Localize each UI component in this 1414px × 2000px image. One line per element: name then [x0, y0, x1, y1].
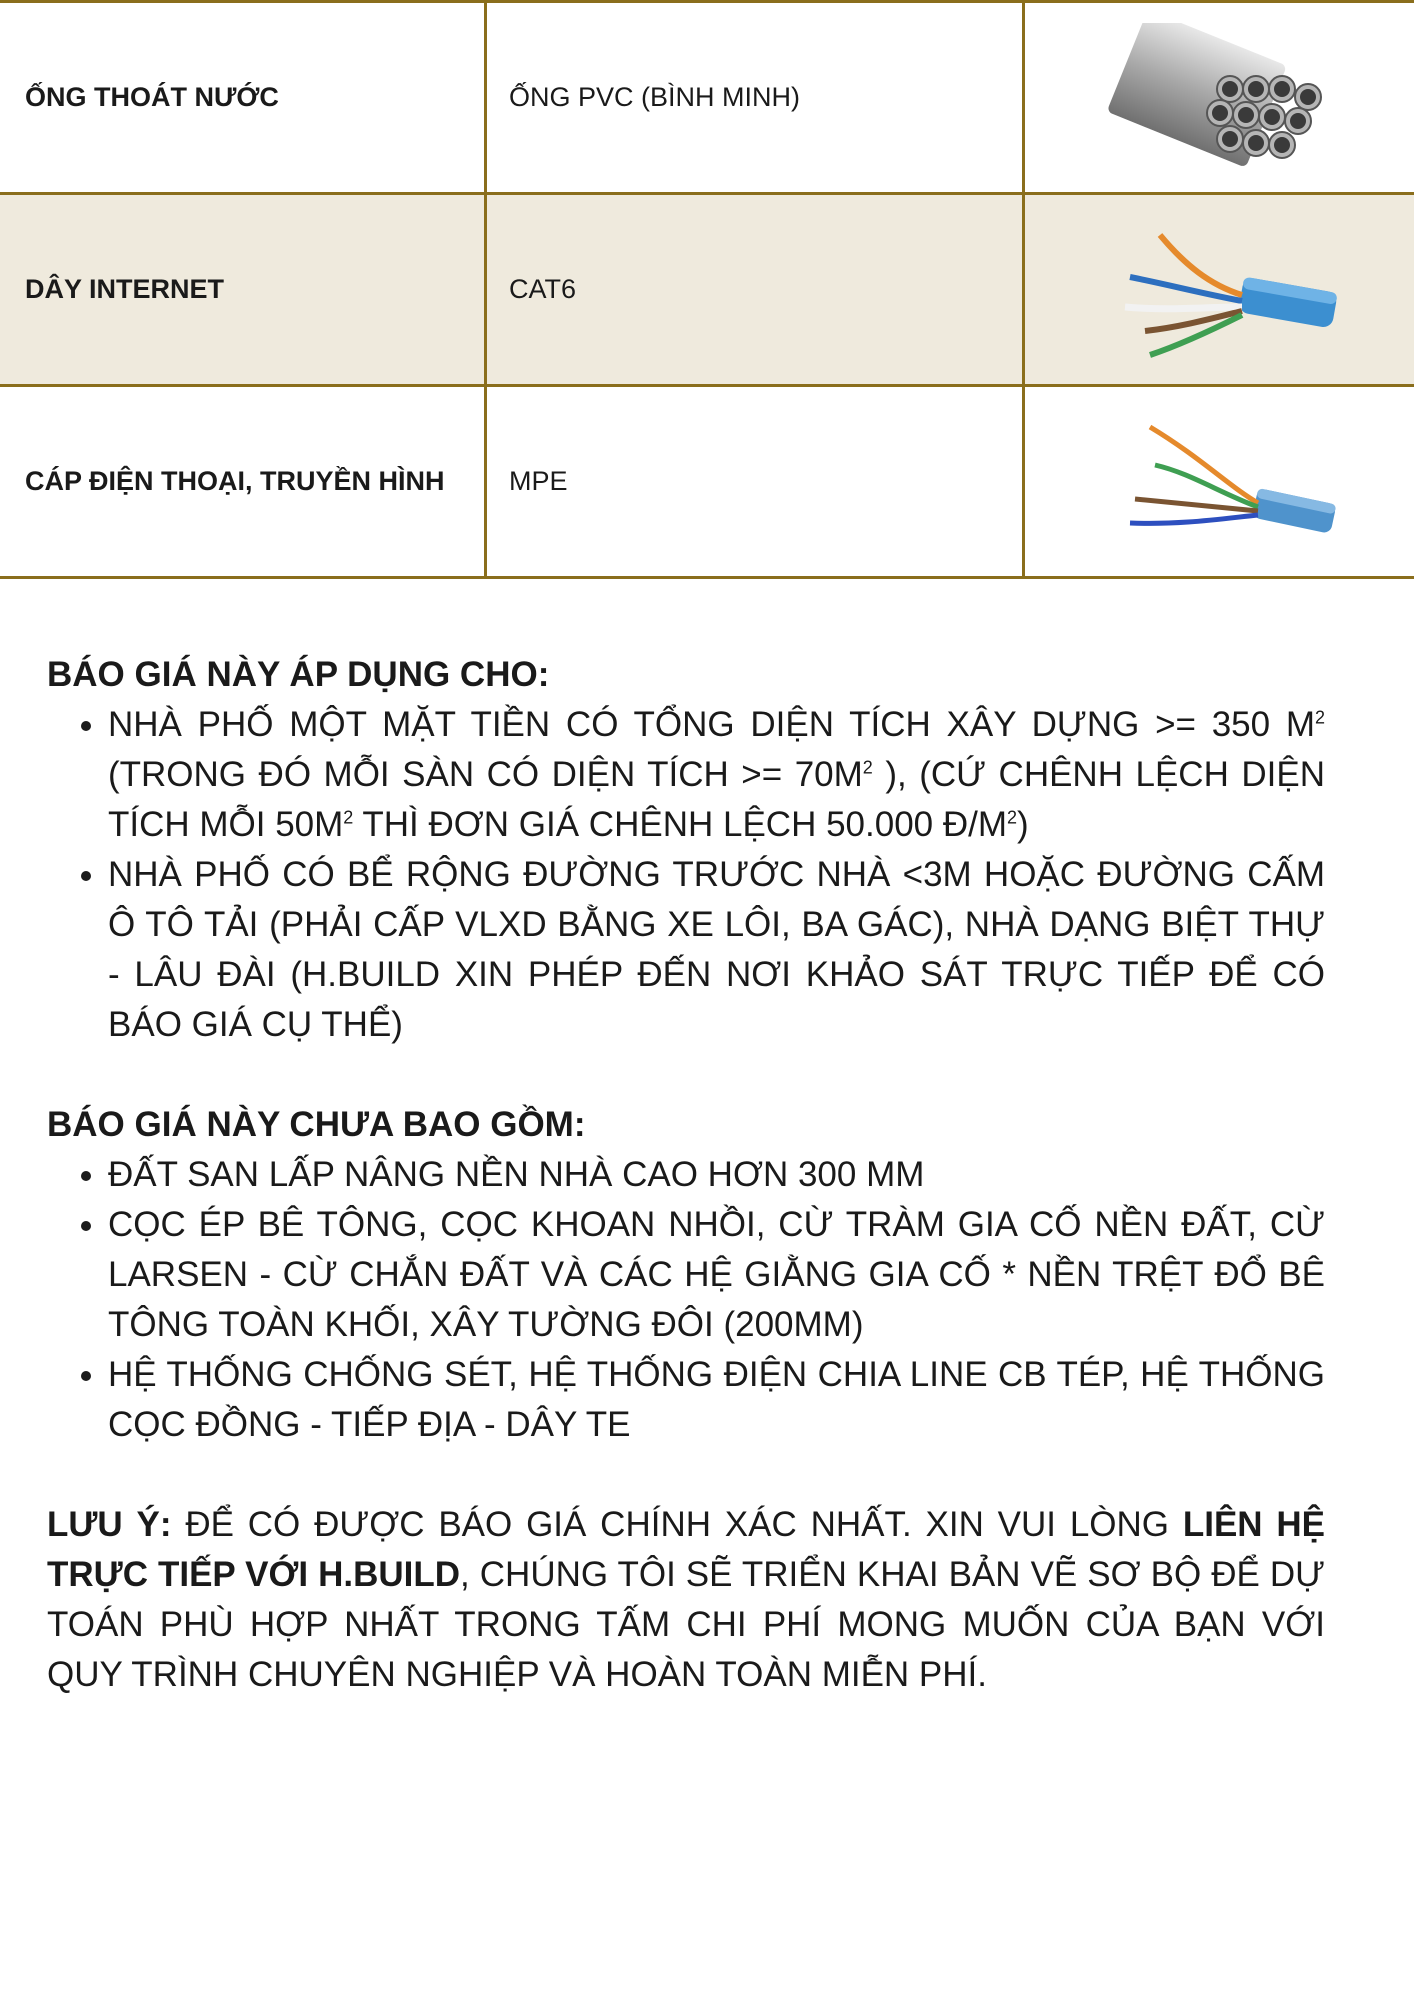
material-spec: CAT6 [486, 194, 1024, 386]
pipe-bundle-icon [1100, 23, 1340, 173]
list-item: • CỌC ÉP BÊ TÔNG, CỌC KHOAN NHỒI, CỪ TRÀM GIA CỐ NỀN ĐẤT, CỪ LARSEN - CỪ CHẮN ĐẤT VÀ CÁC HỆ GIẰNG GIA CỐ * NỀN TRỆT ĐỔ BÊ TÔNG TOÀN KHỐI, XÂY TƯỜNG ĐÔI (200MM) [108, 1200, 1325, 1350]
superscript: 2 [343, 807, 354, 828]
item-text: ), (CỨ CHÊNH LỆCH DIỆN TÍCH MỖI 50M [108, 755, 1325, 844]
material-spec: ỐNG PVC (BÌNH MINH) [486, 2, 1024, 194]
list-item: • HỆ THỐNG CHỐNG SÉT, HỆ THỐNG ĐIỆN CHIA LINE CB TÉP, HỆ THỐNG CỌC ĐỒNG - TIẾP ĐỊA - DÂY TE [108, 1350, 1325, 1450]
material-name: ỐNG THOÁT NƯỚC [0, 2, 486, 194]
note-paragraph [47, 1500, 1325, 1700]
material-image-cell [1024, 386, 1414, 578]
list-item: • NHÀ PHỐ CÓ BỂ RỘNG ĐƯỜNG TRƯỚC NHÀ <3M HOẶC ĐƯỜNG CẤM Ô TÔ TẢI (PHẢI CẤP VLXD BẰNG XE LÔI, BA GÁC), NHÀ DẠNG BIỆT THỰ - LÂU ĐÀI (H.BUILD XIN PHÉP ĐẾN NƠI KHẢO SÁT TRỰC TIẾP ĐỂ CÓ BÁO GIÁ CỤ THỂ) [108, 850, 1325, 1050]
table-row [0, 194, 1414, 386]
superscript: 2 [1007, 807, 1018, 828]
material-name: DÂY INTERNET [0, 194, 486, 386]
item-text: ) [1017, 805, 1029, 844]
list-item [108, 700, 1325, 850]
excludes-title: BÁO GIÁ NÀY CHƯA BAO GỒM: [47, 1105, 586, 1144]
applies-title: BÁO GIÁ NÀY ÁP DỤNG CHO: [47, 655, 550, 694]
quote-notes [47, 650, 1325, 1700]
note-contact: LIÊN HỆ TRỰC TIẾP VỚI H.BUILD [47, 1505, 1326, 1594]
applies-list [47, 700, 1325, 1050]
list-item: • ĐẤT SAN LẤP NÂNG NỀN NHÀ CAO HƠN 300 MM [108, 1150, 1325, 1200]
table-row [0, 2, 1414, 194]
item-text: (TRONG ĐÓ MỖI SÀN CÓ DIỆN TÍCH >= 70M [108, 755, 863, 794]
superscript: 2 [862, 757, 873, 778]
item-text: THÌ ĐƠN GIÁ CHÊNH LỆCH 50.000 Đ/M [353, 805, 1007, 844]
material-image-cell [1024, 2, 1414, 194]
materials-table [0, 0, 1414, 579]
material-name: CÁP ĐIỆN THOẠI, TRUYỀN HÌNH [0, 386, 486, 578]
superscript: 2 [1314, 707, 1325, 728]
table-row [0, 386, 1414, 578]
excludes-list [47, 1150, 1325, 1450]
note-label: LƯU Ý: [47, 1505, 172, 1544]
item-text: NHÀ PHỐ MỘT MẶT TIỀN CÓ TỔNG DIỆN TÍCH XÂY DỰNG >= 350 M [108, 705, 1315, 744]
material-spec: MPE [486, 386, 1024, 578]
note-text: , CHÚNG TÔI SẼ TRIỂN KHAI BẢN VẼ SƠ BỘ ĐỂ DỰ TOÁN PHÙ HỢP NHẤT TRONG TẤM CHI PHÍ MONG MUỐN CỦA BẠN VỚI QUY TRÌNH CHUYÊN NGHIỆP VÀ HOÀN TOÀN MIỄN PHÍ. [47, 1555, 1326, 1694]
note-text: ĐỂ CÓ ĐƯỢC BÁO GIÁ CHÍNH XÁC NHẤT. XIN VUI LÒNG [171, 1505, 1183, 1544]
network-cable-icon [1090, 215, 1350, 365]
material-image-cell [1024, 194, 1414, 386]
telephone-cable-icon [1090, 407, 1350, 557]
